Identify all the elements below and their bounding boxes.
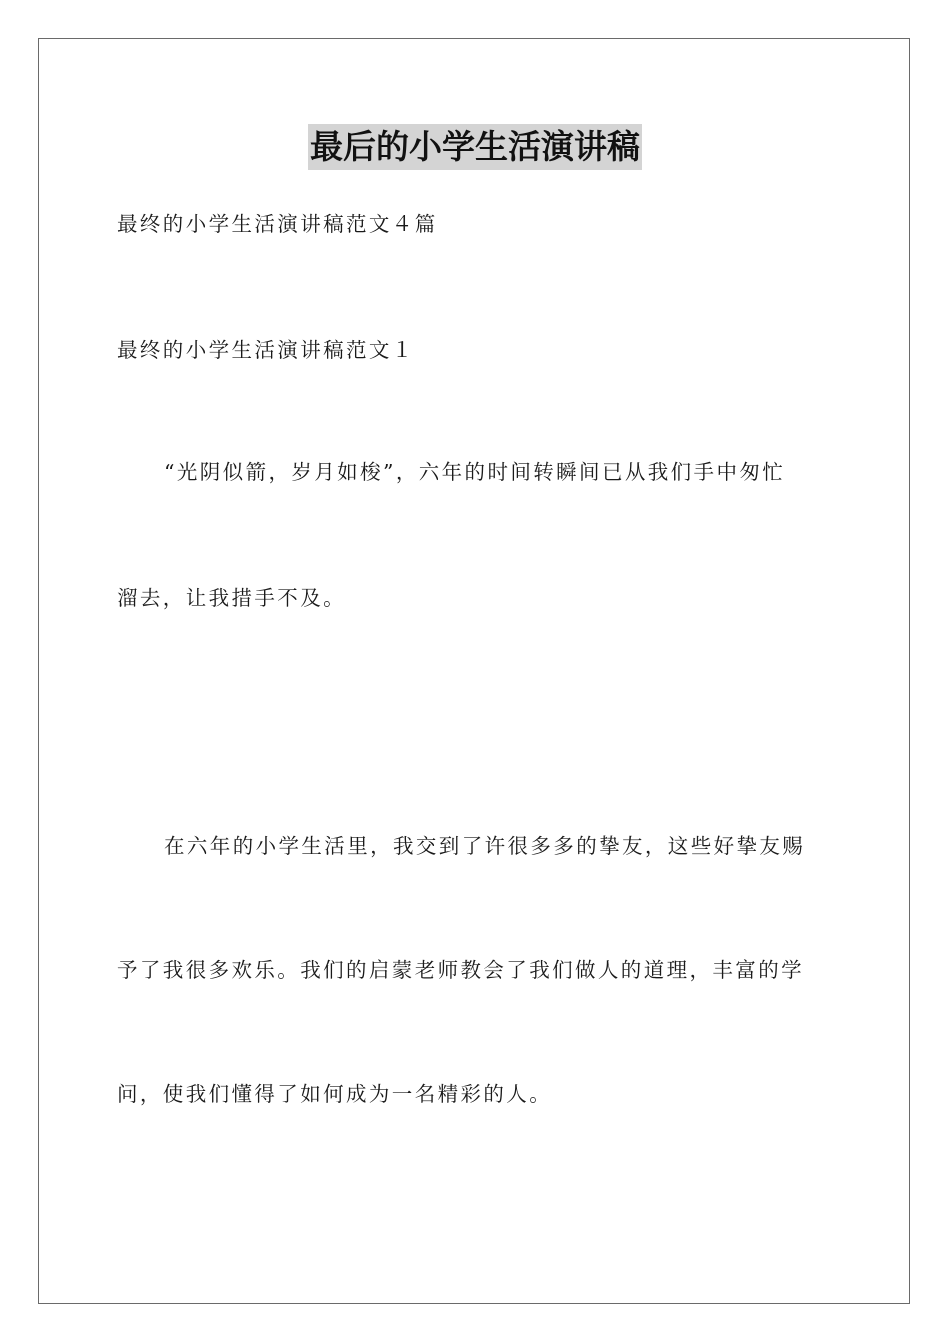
document-subtitle: 最终的小学生活演讲稿范文４篇: [117, 212, 438, 236]
title-container: [0, 124, 950, 170]
section-heading: 最终的小学生活演讲稿范文１: [117, 338, 415, 362]
paragraph-2-line-1: 在六年的小学生活里，我交到了许很多多的挚友，这些好挚友赐: [164, 834, 806, 858]
paragraph-1-line-2: 溜去，让我措手不及。: [117, 586, 346, 610]
document-title: 最后的小学生活演讲稿: [308, 124, 642, 170]
paragraph-2-line-2: 予了我很多欢乐。我们的启蒙老师教会了我们做人的道理，丰富的学: [117, 958, 804, 982]
paragraph-2-line-3: 问，使我们懂得了如何成为一名精彩的人。: [117, 1082, 553, 1106]
paragraph-1-line-1: “光阴似箭，岁月如梭”，六年的时间转瞬间已从我们手中匆忙: [164, 460, 786, 484]
